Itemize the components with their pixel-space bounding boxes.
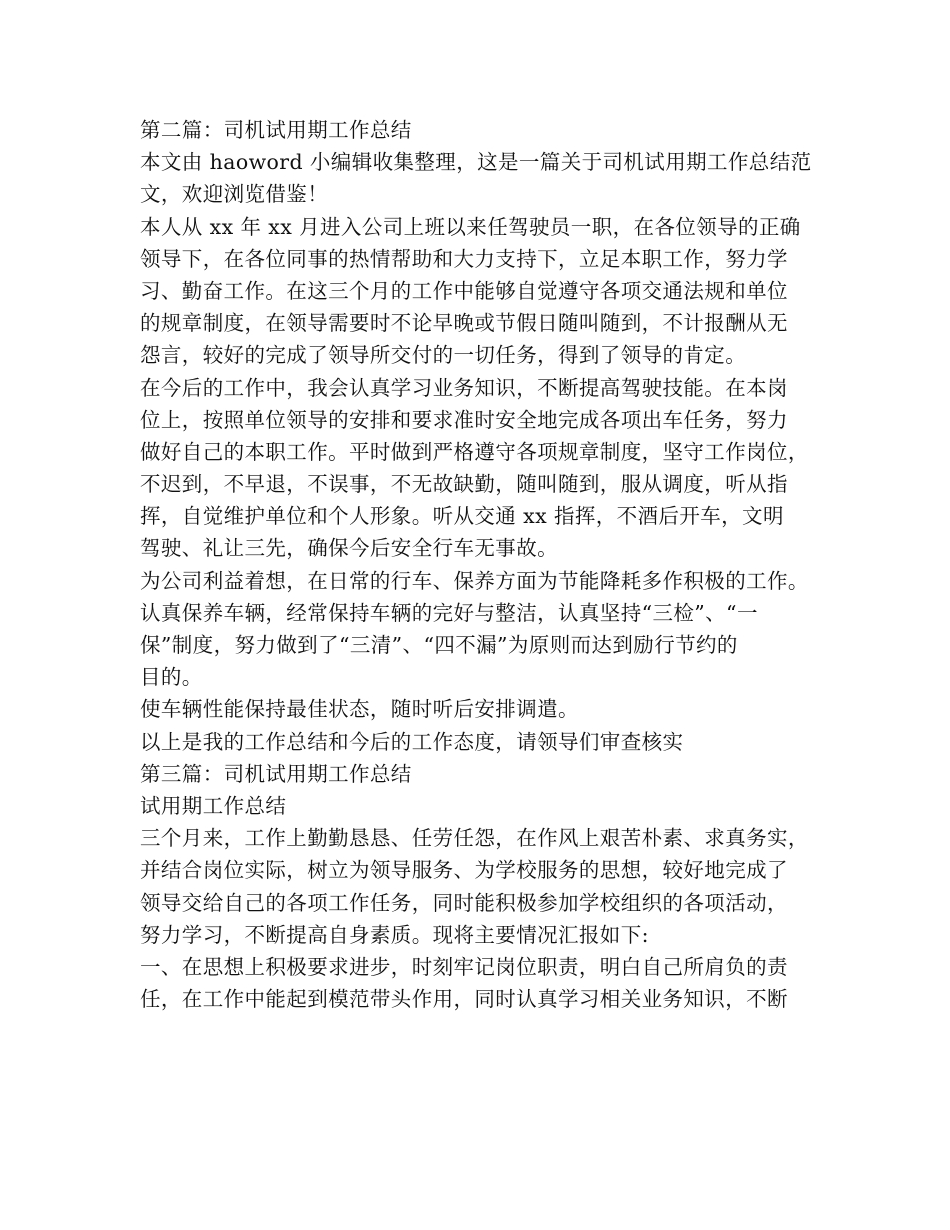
text-line: 为公司利益着想，在日常的行车、保养方面为节能降耗多作积极的工作。 [140, 568, 809, 593]
text-line: 任，在工作中能起到模范带头作用，同时认真学习相关业务知识，不断 [140, 987, 788, 1012]
text-line: 认真保养车辆，经常保持车辆的完好与整洁，认真坚持“三检”、“一 [140, 600, 758, 625]
text-line: 三个月来，工作上勤勤恳恳、任劳任怨，在作风上艰苦朴素、求真务实， [140, 826, 809, 851]
document-body [140, 114, 830, 1015]
text-line: 一、在思想上积极要求进步，时刻牢记岗位职责，明白自己所肩负的责 [140, 954, 788, 979]
text-line: 的规章制度，在领导需要时不论早晚或节假日随叫随到，不计报酬从无 [140, 311, 788, 336]
text-line: 文，欢迎浏览借鉴！ [140, 182, 329, 207]
text-line: 保”制度，努力做到了“三清”、“四不漏”为原则而达到励行节约的 [140, 633, 738, 657]
heading-part-three: 第三篇：司机试用期工作总结 [140, 761, 412, 786]
heading-part-two: 第二篇：司机试用期工作总结 [140, 118, 412, 142]
text-line: 位上，按照单位领导的安排和要求准时安全地完成各项出车任务，努力 [140, 407, 788, 432]
text-line: 习、勤奋工作。在这三个月的工作中能够自觉遵守各项交通法规和单位 [140, 278, 788, 303]
text-line: 并结合岗位实际，树立为领导服务、为学校服务的思想，较好地完成了 [140, 858, 788, 883]
text-line: 怨言，较好的完成了领导所交付的一切任务，得到了领导的肯定。 [140, 343, 747, 368]
text-line: 本人从 xx 年 xx 月进入公司上班以来任驾驶员一职，在各位领导的正确 [140, 214, 801, 239]
text-line: 驾驶、礼让三先，确保今后安全行车无事故。 [140, 536, 558, 561]
text-line: 以上是我的工作总结和今后的工作态度，请领导们审查核实 [140, 729, 684, 754]
subheading: 试用期工作总结 [140, 793, 287, 818]
text-line: 使车辆性能保持最佳状态，随时听后安排调遣。 [140, 697, 579, 722]
text-line: 在今后的工作中，我会认真学习业务知识，不断提高驾驶技能。在本岗 [140, 375, 788, 400]
text-line: 目的。 [140, 665, 203, 690]
text-line: 不迟到，不早退，不误事，不无故缺勤，随叫随到，服从调度，听从指 [140, 472, 788, 497]
text-line: 做好自己的本职工作。平时做到严格遵守各项规章制度，坚守工作岗位， [140, 439, 809, 464]
text-line: 领导交给自己的各项工作任务，同时能积极参加学校组织的各项活动， [140, 890, 788, 915]
text-line: 领导下，在各位同事的热情帮助和大力支持下，立足本职工作，努力学 [140, 246, 788, 271]
text-line: 本文由 haoword 小编辑收集整理，这是一篇关于司机试用期工作总结范 [140, 150, 812, 175]
text-line: 努力学习，不断提高自身素质。现将主要情况汇报如下: [140, 922, 649, 947]
text-line: 挥，自觉维护单位和个人形象。听从交通 xx 指挥，不酒后开车，文明 [140, 504, 784, 529]
